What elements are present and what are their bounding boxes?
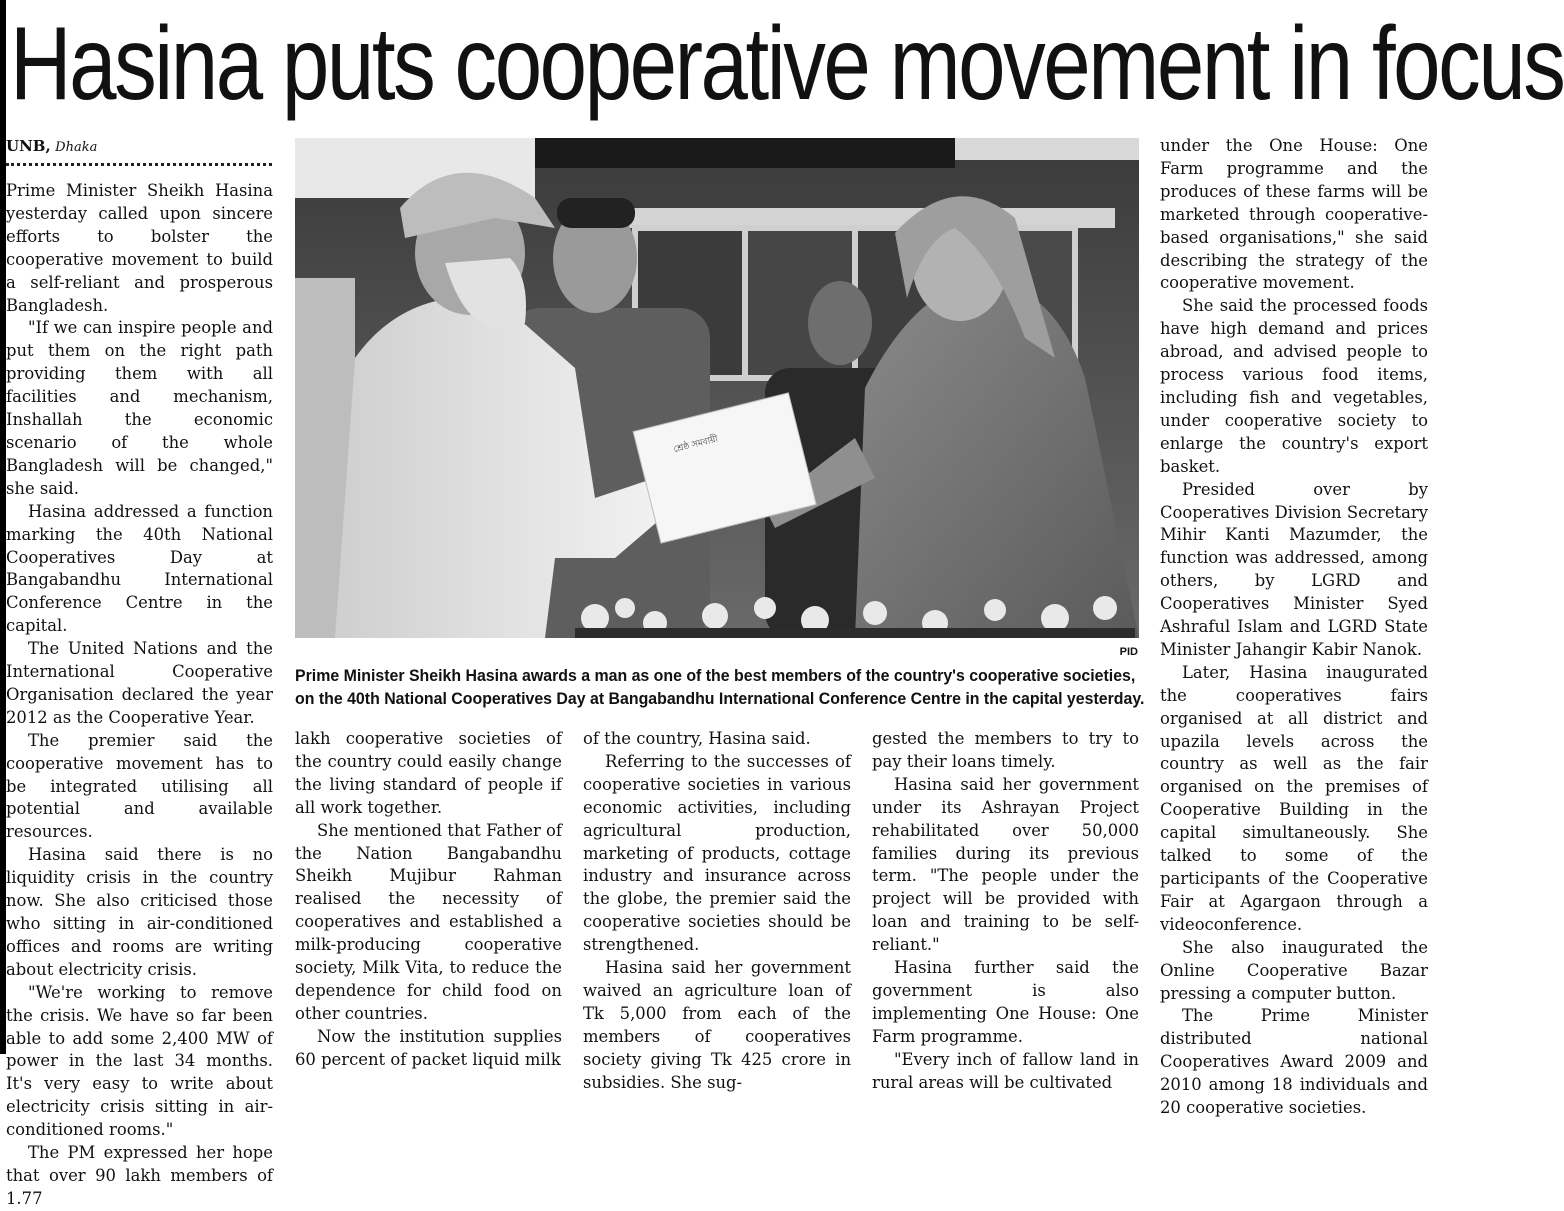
caption-line-2: on the 40th National Cooperatives Day at Bangabandhu International Conference Centre in the capital yesterday. — [295, 689, 1145, 708]
paragraph: She also inaugurated the Online Cooperative Bazar pressing a computer button. — [1160, 937, 1428, 1003]
paragraph: "Every inch of fallow land in rural areas will be cultivated — [872, 1049, 1139, 1092]
paragraph: She said the processed foods have high demand and prices abroad, and advised people to process various food items, including fish and vegetables, under cooperative society to enlarge the country's export basket. — [1160, 296, 1428, 476]
photo-caption — [295, 664, 1145, 710]
article-column-3 — [583, 728, 851, 1092]
article-column-1 — [6, 180, 273, 1208]
paragraph: She mentioned that Father of the Nation Bangabandhu Sheikh Mujibur Rahman realised the necessity of cooperatives and established a milk-producing cooperative society, Milk Vita, to reduce the dependence for child food on other countries. — [295, 820, 562, 1023]
dateline-agency: UNB, — [6, 137, 51, 155]
paragraph: "We're working to remove the crisis. We have so far been able to add some 2,400 MW of power in the last 34 months. It's very easy to write about electricity crisis sitting in air-conditioned rooms." — [6, 982, 273, 1140]
paragraph: Hasina said her government under its Ashrayan Project rehabilitated over 50,000 families during its previous term. "The people under the project will be provided with loan and training to be self-reliant." — [872, 774, 1139, 955]
paragraph: Hasina said there is no liquidity crisis in the country now. She also criticised those who sitting in air-conditioned offices and rooms are writing about electricity crisis. — [6, 845, 273, 979]
paragraph: The premier said the cooperative movement has to be integrated utilising all potential and available resources. — [6, 730, 273, 842]
headline: Hasina puts cooperative movement in focus — [10, 6, 1564, 122]
caption-line-1: Prime Minister Sheikh Hasina awards a man as one of the best members of the country's cooperative societies, — [295, 666, 1136, 685]
paragraph: Later, Hasina inaugurated the cooperatives fairs organised at all district and upazila levels across the country as well as the fair organised on the premises of Cooperative Building in the capital simultaneously. She talked to some of the participants of the Cooperative Fair at Agargaon through a videoconference. — [1160, 662, 1428, 934]
paragraph: Hasina addressed a function marking the 40th National Cooperatives Day at Bangabandhu International Conference Centre in the capital. — [6, 501, 273, 636]
paragraph: Prime Minister Sheikh Hasina yesterday called upon sincere efforts to bolster the cooperative movement to build a self-reliant and prosperous Bangladesh. — [6, 181, 273, 315]
paragraph: Presided over by Cooperatives Division Secretary Mihir Kanti Mazumder, the function was addressed, among others, by LGRD and Cooperatives Minister Syed Ashraful Islam and LGRD State Minister Jahangir Kabir Nanok. — [1160, 479, 1428, 659]
dateline — [6, 136, 274, 158]
article-column-5 — [1160, 135, 1428, 1118]
paragraph: The Prime Minister distributed national Cooperatives Award 2009 and 2010 among 18 individuals and 20 cooperative societies. — [1160, 1006, 1428, 1118]
paragraph: Referring to the successes of cooperative societies in various economic activities, including agricultural production, marketing of products, cottage industry and insurance across the globe, the premier said the cooperative societies should be strengthened. — [583, 751, 851, 955]
dotted-separator — [6, 163, 272, 166]
paragraph: Hasina said her government waived an agriculture loan of Tk 5,000 from each of the members of cooperatives society giving Tk 425 crore in subsidies. She sug- — [583, 958, 851, 1092]
paragraph: Hasina further said the government is also implementing One House: One Farm programme. — [872, 958, 1139, 1046]
paragraph: "If we can inspire people and put them on the right path providing them with all facilities and mechanism, Inshallah the economic scenario of the whole Bangladesh will be changed," she said. — [6, 318, 273, 498]
photo-illustration — [295, 138, 1139, 638]
news-photo — [295, 138, 1139, 638]
article-column-2 — [295, 728, 562, 1069]
photo-credit: PID — [1119, 646, 1138, 658]
dateline-place: Dhaka — [55, 140, 98, 155]
paragraph: The PM expressed her hope that over 90 lakh members of 1.77 — [6, 1143, 273, 1208]
certificate-text: শ্রেষ্ঠ সমবায়ী — [672, 434, 720, 456]
paragraph: gested the members to try to pay their loans timely. — [872, 729, 1139, 771]
paragraph: Now the institution supplies 60 percent of packet liquid milk — [295, 1026, 562, 1069]
paragraph: under the One House: One Farm programme and the produces of these farms will be marketed through cooperative-based organisations," she said describing the strategy of the cooperative movement. — [1160, 136, 1428, 293]
article-column-4 — [872, 728, 1139, 1092]
paragraph: The United Nations and the International Cooperative Organisation declared the year 2012 as the Cooperative Year. — [6, 639, 273, 727]
paragraph: of the country, Hasina said. — [583, 729, 811, 748]
paragraph: lakh cooperative societies of the country could easily change the living standard of people if all work together. — [295, 729, 562, 817]
